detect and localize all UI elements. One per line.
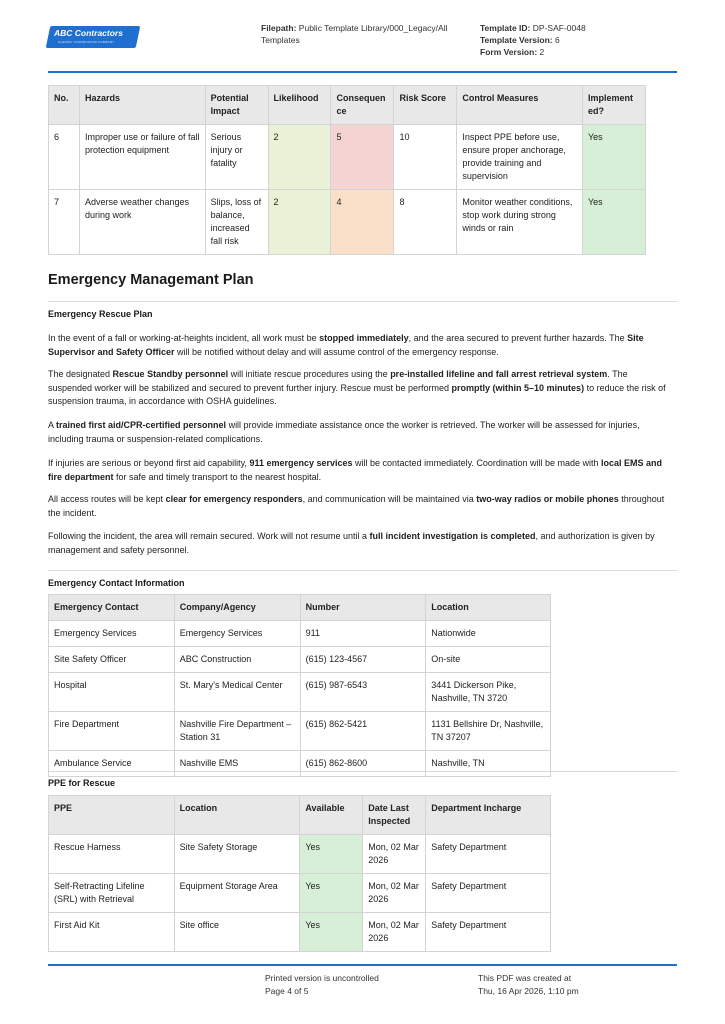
- section-divider: [48, 301, 677, 302]
- cell-location: Equipment Storage Area: [174, 874, 300, 913]
- cell-contact: Ambulance Service: [49, 751, 175, 777]
- cell-contact: Hospital: [49, 673, 175, 712]
- table-row: [49, 190, 646, 255]
- created-label: This PDF was created at: [478, 973, 572, 983]
- table-row: [49, 835, 551, 874]
- rescue-plan-title: Emergency Rescue Plan: [48, 309, 153, 319]
- template-version-label: Template Version:: [480, 35, 553, 45]
- col-header-dept: Department Incharge: [426, 796, 551, 835]
- col-header-control: Control Measures: [457, 86, 583, 125]
- cell-agency: ABC Construction: [174, 647, 300, 673]
- cell-agency: St. Mary's Medical Center: [174, 673, 300, 712]
- col-header-ppe: PPE: [49, 796, 175, 835]
- table-header-row: [49, 796, 551, 835]
- col-header-contact: Emergency Contact: [49, 595, 175, 621]
- col-header-likelihood: Likelihood: [268, 86, 331, 125]
- cell-risk-score: 10: [394, 125, 457, 190]
- table-row: [49, 621, 551, 647]
- footer-created-info: [478, 972, 579, 997]
- col-header-agency: Company/Agency: [174, 595, 300, 621]
- paragraph: In the event of a fall or working-at-heights incident, all work must be stopped immediately, and the area secured to prevent further hazards. The Site Supervisor and Safety Officer will be notified without delay and will assume control of the emergency response.: [48, 333, 644, 357]
- section-title: Emergency Managemant Plan: [48, 272, 254, 288]
- logo-subtext: CLEARLY CONTRACTOR COMPANY: [58, 40, 115, 44]
- section-divider: [48, 771, 677, 772]
- col-header-location: Location: [426, 595, 551, 621]
- cell-control: Inspect PPE before use, ensure proper anchorage, provide training and supervision: [457, 125, 583, 190]
- emergency-contacts-table: [48, 594, 551, 777]
- cell-available: Yes: [300, 913, 363, 952]
- filepath-block: [261, 22, 461, 46]
- cell-available: Yes: [300, 835, 363, 874]
- template-info-block: [480, 22, 680, 58]
- cell-number: (615) 862-5421: [300, 712, 426, 751]
- cell-agency: Nashville EMS: [174, 751, 300, 777]
- cell-no: 6: [49, 125, 80, 190]
- cell-implemented: Yes: [582, 125, 645, 190]
- footer-print-info: [265, 972, 379, 997]
- cell-consequence: 4: [331, 190, 394, 255]
- table-row: [49, 647, 551, 673]
- cell-location: Site office: [174, 913, 300, 952]
- cell-implemented: Yes: [582, 190, 645, 255]
- section-divider: [48, 570, 677, 571]
- cell-number: (615) 862-8600: [300, 751, 426, 777]
- table-header-row: [49, 86, 646, 125]
- cell-agency: Nashville Fire Department – Station 31: [174, 712, 300, 751]
- col-header-impact: Potential Impact: [205, 86, 268, 125]
- paragraph: All access routes will be kept clear for emergency responders, and communication will be maintained via two-way radios or mobile phones throughout the incident.: [48, 494, 665, 518]
- cell-location: 1131 Bellshire Dr, Nashville, TN 37207: [426, 712, 551, 751]
- page-header: [0, 0, 725, 74]
- col-header-available: Available: [300, 796, 363, 835]
- company-logo: [48, 26, 138, 48]
- created-timestamp: Thu, 16 Apr 2026, 1:10 pm: [478, 985, 579, 996]
- table-row: [49, 712, 551, 751]
- table-row: [49, 913, 551, 952]
- cell-risk-score: 8: [394, 190, 457, 255]
- template-version-value: 6: [554, 35, 560, 45]
- contacts-title: Emergency Contact Information: [48, 578, 185, 588]
- table-header-row: [49, 595, 551, 621]
- cell-dept: Safety Department: [426, 913, 551, 952]
- col-header-risk-score: Risk Score: [394, 86, 457, 125]
- cell-control: Monitor weather conditions, stop work during strong winds or rain: [457, 190, 583, 255]
- col-header-implemented: Implement ed?: [582, 86, 645, 125]
- cell-likelihood: 2: [268, 190, 331, 255]
- cell-likelihood: 2: [268, 125, 331, 190]
- cell-ppe: Self-Retracting Lifeline (SRL) with Retrieval: [49, 874, 175, 913]
- cell-consequence: 5: [331, 125, 394, 190]
- cell-contact: Fire Department: [49, 712, 175, 751]
- table-row: [49, 874, 551, 913]
- cell-hazard: Adverse weather changes during work: [79, 190, 205, 255]
- cell-number: (615) 987-6543: [300, 673, 426, 712]
- paragraph: A trained first aid/CPR-certified personnel will provide immediate assistance once the worker is retrieved. The worker will be assessed for injuries, including trauma or suspension-related complications.: [48, 420, 640, 444]
- col-header-number: Number: [300, 595, 426, 621]
- filepath-label: Filepath:: [261, 23, 297, 33]
- cell-contact: Site Safety Officer: [49, 647, 175, 673]
- col-header-consequence: Consequen ce: [331, 86, 394, 125]
- cell-location: Site Safety Storage: [174, 835, 300, 874]
- cell-ppe: Rescue Harness: [49, 835, 175, 874]
- ppe-table: [48, 795, 551, 952]
- printed-note: Printed version is uncontrolled: [265, 973, 379, 983]
- paragraph: Following the incident, the area will remain secured. Work will not resume until a full incident investigation is completed, and authorization is given by management and safety personnel.: [48, 531, 655, 555]
- template-id-label: Template ID:: [480, 23, 531, 33]
- cell-available: Yes: [300, 874, 363, 913]
- cell-no: 7: [49, 190, 80, 255]
- cell-hazard: Improper use or failure of fall protection equipment: [79, 125, 205, 190]
- cell-dept: Safety Department: [426, 835, 551, 874]
- cell-location: 3441 Dickerson Pike, Nashville, TN 3720: [426, 673, 551, 712]
- cell-location: Nashville, TN: [426, 751, 551, 777]
- template-id-value: DP-SAF-0048: [532, 23, 586, 33]
- cell-agency: Emergency Services: [174, 621, 300, 647]
- cell-impact: Serious injury or fatality: [205, 125, 268, 190]
- cell-date: Mon, 02 Mar 2026: [363, 835, 426, 874]
- cell-number: 911: [300, 621, 426, 647]
- cell-ppe: First Aid Kit: [49, 913, 175, 952]
- logo-text: ABC Contractors: [54, 28, 123, 38]
- cell-number: (615) 123-4567: [300, 647, 426, 673]
- cell-impact: Slips, loss of balance, increased fall risk: [205, 190, 268, 255]
- table-row: [49, 673, 551, 712]
- risk-assessment-table: [48, 85, 646, 255]
- cell-date: Mon, 02 Mar 2026: [363, 874, 426, 913]
- cell-date: Mon, 02 Mar 2026: [363, 913, 426, 952]
- form-version-label: Form Version:: [480, 47, 538, 57]
- page-number: Page 4 of 5: [265, 985, 309, 996]
- form-version-value: 2: [539, 47, 545, 57]
- ppe-title: PPE for Rescue: [48, 778, 116, 788]
- col-header-location: Location: [174, 796, 300, 835]
- paragraph: The designated Rescue Standby personnel will initiate rescue procedures using the pre-installed lifeline and fall arrest retrieval system. The suspended worker will be stabilized and secured to prevent further injury. Rescue must be performed promptly (within 5–10 minutes) to reduce the risk of suspension trauma, in accordance with OSHA guidelines.: [48, 369, 666, 406]
- col-header-hazards: Hazards: [79, 86, 205, 125]
- header-divider: [48, 71, 677, 73]
- cell-location: Nationwide: [426, 621, 551, 647]
- table-row: [49, 125, 646, 190]
- table-row: [49, 751, 551, 777]
- footer-divider: [48, 964, 677, 966]
- filepath-value: Public Template Library/000_Legacy/All Templates: [261, 23, 448, 45]
- cell-dept: Safety Department: [426, 874, 551, 913]
- cell-contact: Emergency Services: [49, 621, 175, 647]
- cell-location: On-site: [426, 647, 551, 673]
- paragraph: If injuries are serious or beyond first aid capability, 911 emergency services will be contacted immediately. Coordination will be made with local EMS and fire department for safe and timely transport to the nearest hospital.: [48, 458, 662, 482]
- col-header-date: Date Last Inspected: [363, 796, 426, 835]
- col-header-no: No.: [49, 86, 80, 125]
